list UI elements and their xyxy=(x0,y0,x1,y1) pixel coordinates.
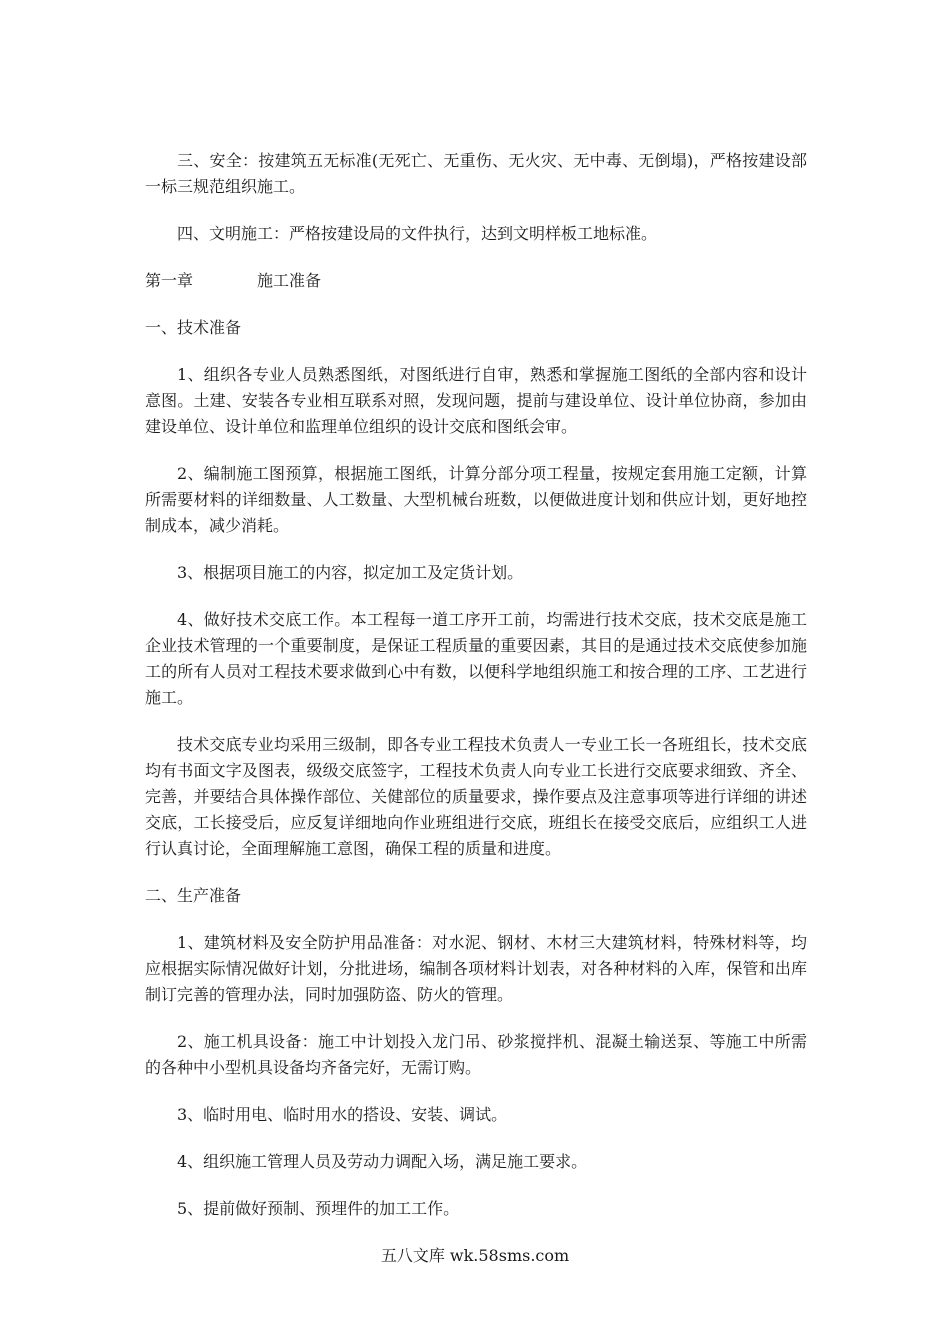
chapter-heading xyxy=(145,268,807,294)
paragraph-tech-3: 3、根据项目施工的内容，拟定加工及定货计划。 xyxy=(177,563,524,582)
paragraph-prod-1: 1、建筑材料及安全防护用品准备：对水泥、钢材、木材三大建筑材料，特殊材料等，均应根据实际情况做好计划，分批进场，编制各项材料计划表，对各种材料的入库，保管和出库制订完善的管理办法，同时加强防盗、防火的管理。 xyxy=(145,933,807,1004)
paragraph-tech-2: 2、编制施工图预算，根据施工图纸，计算分部分项工程量，按规定套用施工定额，计算所需要材料的详细数量、人工数量、大型机械台班数，以便做进度计划和供应计划，更好地控制成本，减少消耗。 xyxy=(145,464,807,535)
paragraph-prod-3: 3、临时用电、临时用水的搭设、安装、调试。 xyxy=(177,1105,508,1124)
paragraph-safety: 三、安全：按建筑五无标准(无死亡、无重伤、无火灾、无中毒、无倒塌)，严格按建设部一标三规范组织施工。 xyxy=(145,151,807,196)
chapter-title: 施工准备 xyxy=(257,271,322,290)
paragraph-prod-2: 2、施工机具设备：施工中计划投入龙门吊、砂浆搅拌机、混凝土输送泵、等施工中所需的各种中小型机具设备均齐备完好，无需订购。 xyxy=(145,1032,807,1077)
document-body xyxy=(145,148,807,1243)
section-heading-production-prep: 二、生产准备 xyxy=(145,886,242,905)
paragraph-tech-1: 1、组织各专业人员熟悉图纸，对图纸进行自审，熟悉和掌握施工图纸的全部内容和设计意图。土建、安装各专业相互联系对照，发现问题，提前与建设单位、设计单位协商，参加由建设单位、设计单位和监理单位组织的设计交底和图纸会审。 xyxy=(145,365,807,436)
paragraph-tech-5: 技术交底专业均采用三级制，即各专业工程技术负责人一专业工长一各班组长，技术交底均有书面文字及图表，级级交底签字，工程技术负责人向专业工长进行交底要求细致、齐全、完善，并要结合具体操作部位、关健部位的质量要求，操作要点及注意事项等进行详细的讲述交底，工长接受后，应反复详细地向作业班组进行交底，班组长在接受交底后，应组织工人进行认真讨论，全面理解施工意图，确保工程的质量和进度。 xyxy=(145,735,807,858)
paragraph-prod-5: 5、提前做好预制、预埋件的加工工作。 xyxy=(177,1199,460,1218)
paragraph-tech-4: 4、做好技术交底工作。本工程每一道工序开工前，均需进行技术交底，技术交底是施工企业技术管理的一个重要制度，是保证工程质量的重要因素，其目的是通过技术交底使参加施工的所有人员对工程技术要求做到心中有数，以便科学地组织施工和按合理的工序、工艺进行施工。 xyxy=(145,610,807,707)
footer-watermark: 五八文库 wk.58sms.com xyxy=(380,1246,570,1265)
section-heading-technical-prep: 一、技术准备 xyxy=(145,318,242,337)
paragraph-civilized-construction: 四、文明施工：严格按建设局的文件执行，达到文明样板工地标准。 xyxy=(177,224,658,243)
chapter-number: 第一章 xyxy=(145,271,194,290)
paragraph-prod-4: 4、组织施工管理人员及劳动力调配入场，满足施工要求。 xyxy=(177,1152,588,1171)
